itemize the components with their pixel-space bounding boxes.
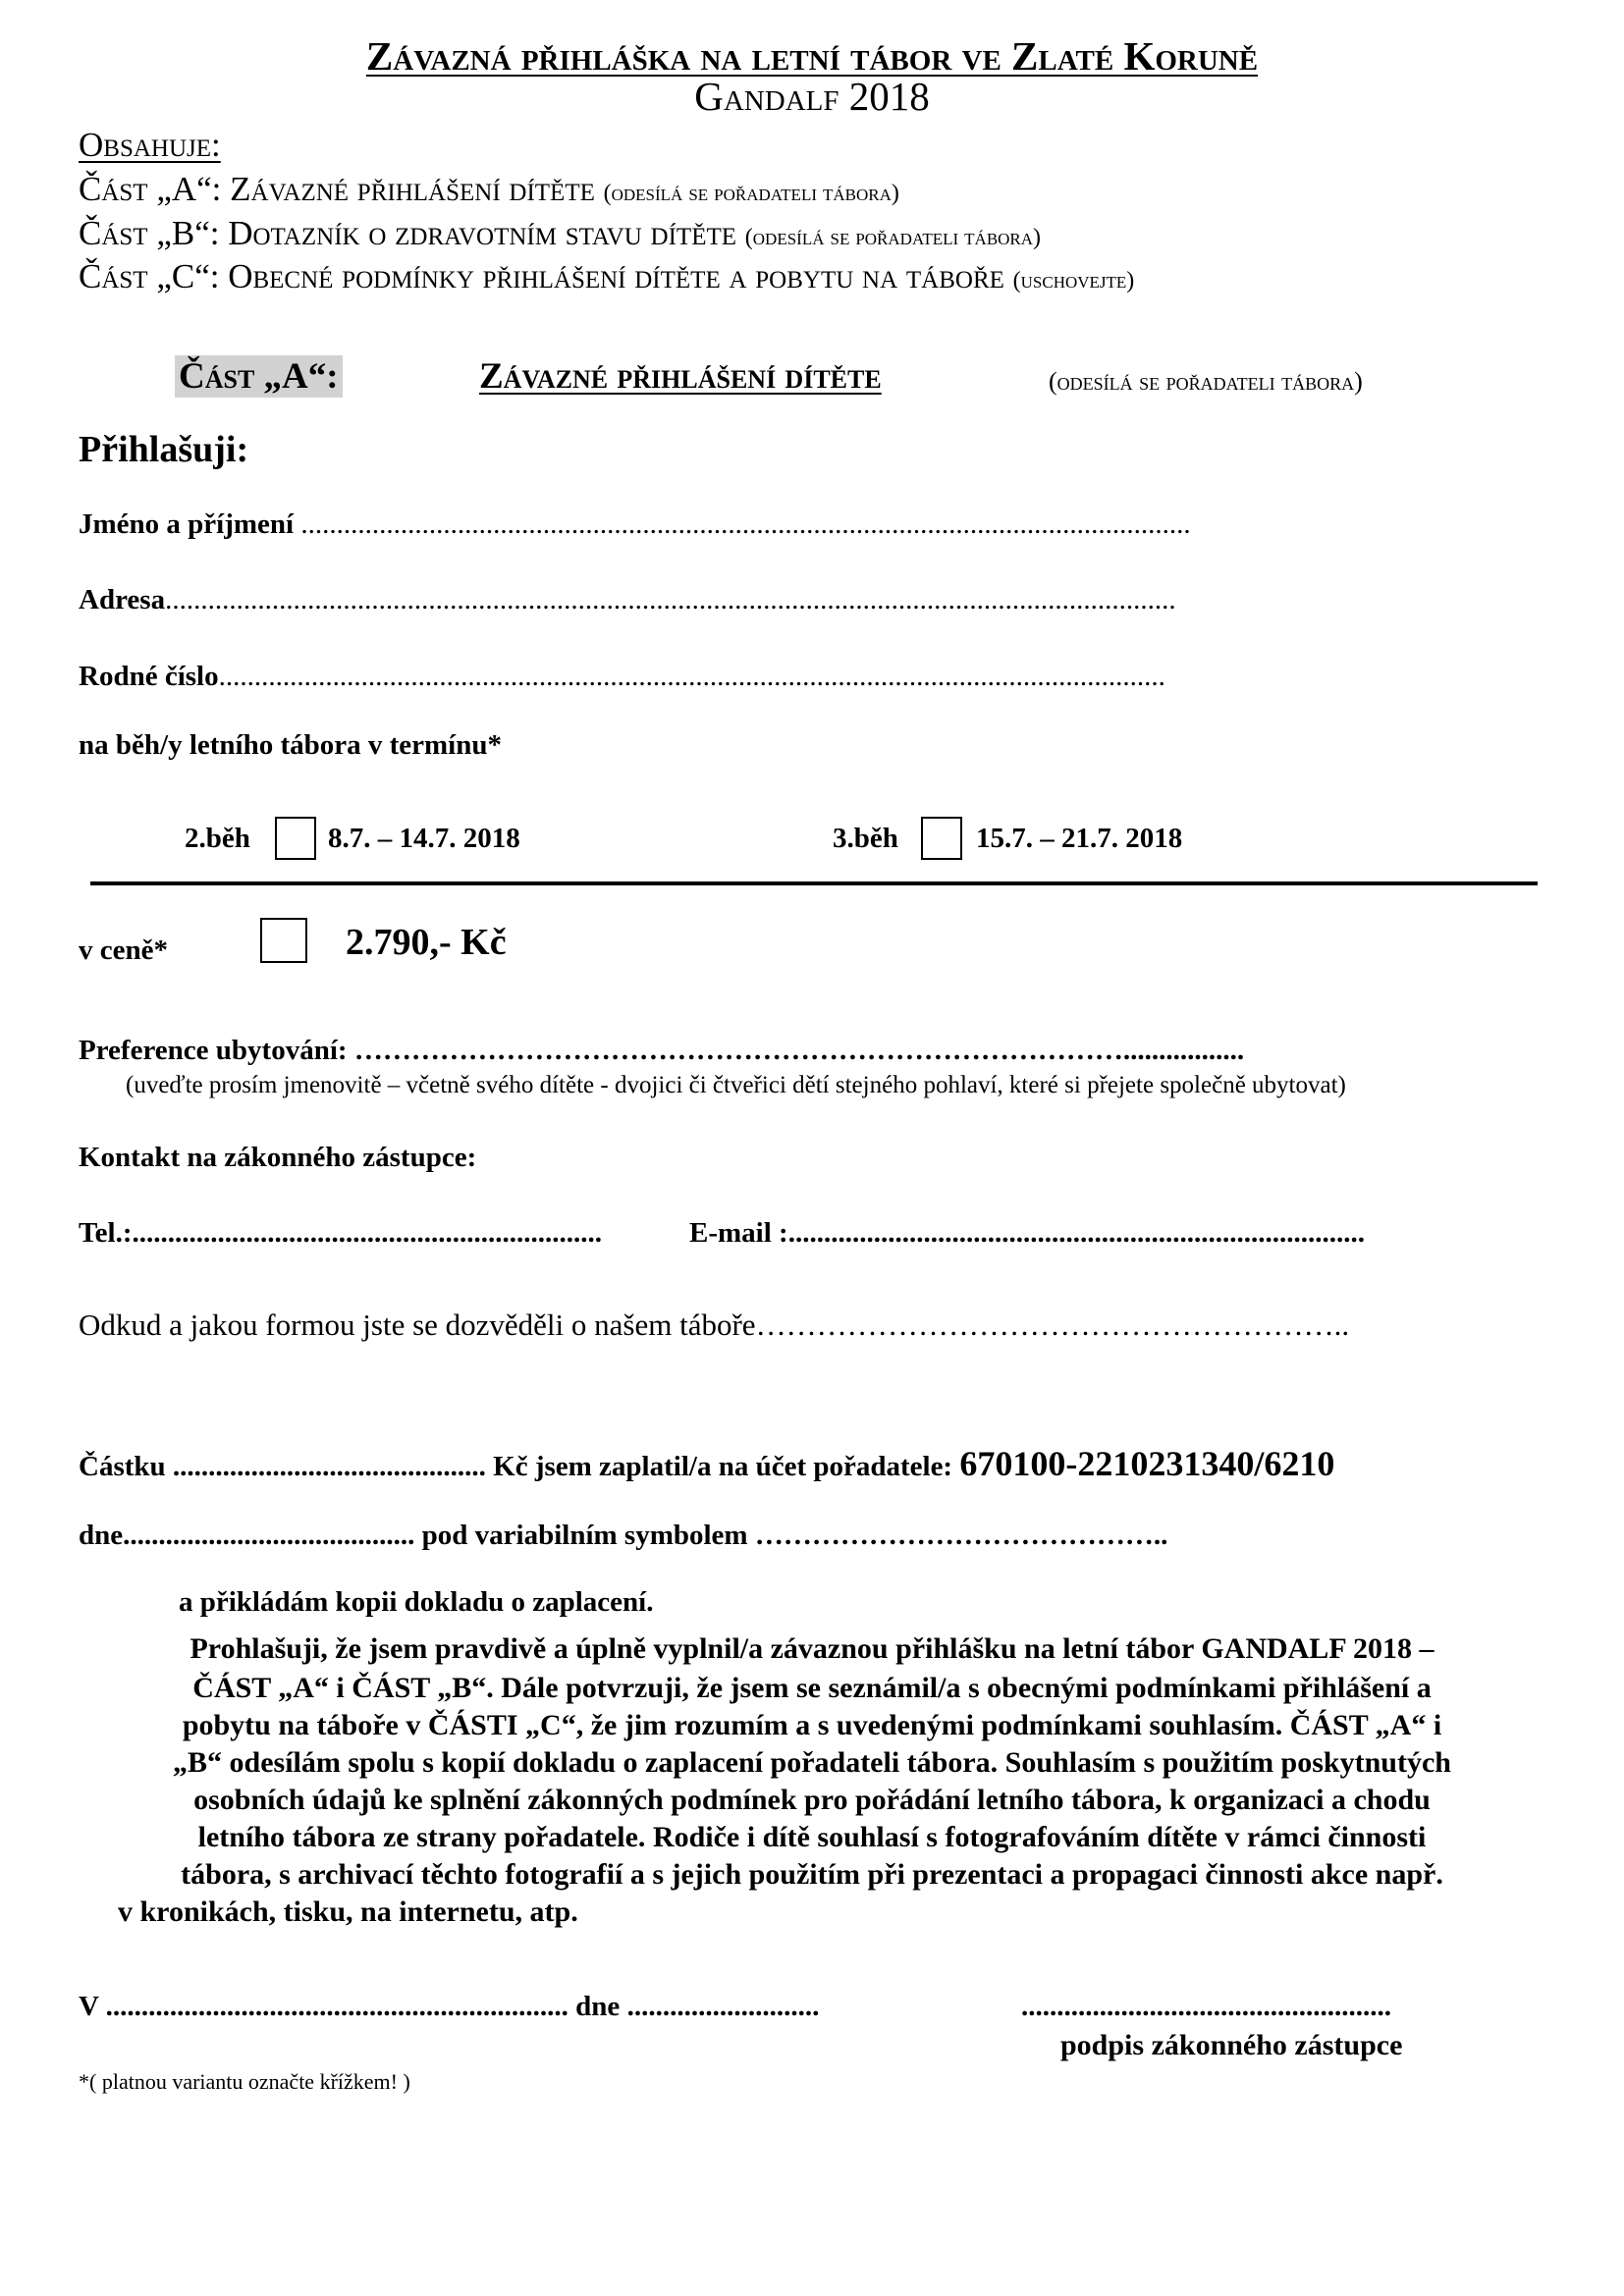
contents-item-c <box>79 257 1134 296</box>
accommodation-field[interactable] <box>79 1035 1244 1067</box>
declaration-line: osobních údajů ke splnění zákonných podmínek pro pořádání letního tábora, k organizaci a chodu <box>193 1784 1431 1816</box>
price-label: v ceně* <box>79 934 168 966</box>
amount-fill-line[interactable]: ............................................ <box>172 1451 486 1482</box>
form-subheading: Přihlašuji: <box>79 429 249 470</box>
part-a-title: Závazné přihlášení dítěte <box>479 356 882 397</box>
signature-date-fill-line[interactable]: ........................... <box>626 1991 820 2022</box>
part-a-note: (odesílá se pořadateli tábora) <box>1049 367 1363 396</box>
run3-checkbox[interactable] <box>921 817 962 860</box>
run2-label: 2.běh <box>185 823 250 854</box>
birth-number-label: Rodné číslo <box>79 661 219 692</box>
payment-date-field[interactable] <box>79 1520 1167 1552</box>
accommodation-note: (uveďte prosím jmenovitě – včetně svého dítěte - dvojici či čtveřici dětí stejného pohlaví, které si přejete společně ubytovat) <box>126 1072 1346 1098</box>
place-label: V <box>79 1991 106 2022</box>
source-fill-line[interactable]: ………………………………………………….. <box>755 1308 1350 1342</box>
birth-number-field[interactable] <box>79 661 1165 693</box>
declaration-line: v kronikách, tisku, na internetu, atp. <box>118 1896 578 1928</box>
payment-text: Kč jsem zaplatil/a na účet pořadatele: <box>485 1451 960 1482</box>
signature-fill-line[interactable]: .................................................... <box>1021 1991 1391 2022</box>
term-label: na běh/y letního tábora v termínu* <box>79 729 502 761</box>
contents-item-b <box>79 214 1041 253</box>
source-field[interactable] <box>79 1308 1349 1343</box>
name-label: Jméno a příjmení <box>79 508 295 540</box>
name-field[interactable] <box>79 508 1191 541</box>
contents-item-label: Část „A“: Závazné přihlášení dítěte <box>79 170 604 208</box>
source-label: Odkud a jakou formou jste se dozvěděli o našem táboře <box>79 1308 756 1342</box>
signature-date-label: dne <box>568 1991 627 2022</box>
signature-place-date[interactable] <box>79 1991 819 2023</box>
contents-item-note: (odesílá se pořadateli tábora) <box>744 225 1042 250</box>
payment-date-label: dne <box>79 1520 124 1551</box>
name-fill-line[interactable]: ............................................................................................................................. <box>294 508 1191 540</box>
place-fill-line[interactable]: ................................................................. <box>105 1991 568 2022</box>
payment-date-fill-line[interactable]: ......................................... <box>123 1520 415 1551</box>
price-value: 2.790,- Kč <box>346 922 507 963</box>
run3-dates: 15.7. – 21.7. 2018 <box>976 823 1183 854</box>
form-subtitle: Gandalf 2018 <box>694 74 930 119</box>
contents-item-label: Část „C“: Obecné podmínky přihlášení dítěte a pobytu na táboře <box>79 257 1013 295</box>
declaration-line: ČÁST „A“ i ČÁST „B“. Dále potvrzuji, že jsem se seznámil/a s obecnými podmínkami přihlášení a <box>192 1672 1432 1704</box>
signature-label: podpis zákonného zástupce <box>1060 2029 1403 2061</box>
part-a-label: Část „A“: <box>175 355 343 398</box>
run2-dates: 8.7. – 14.7. 2018 <box>328 823 520 854</box>
section-divider <box>90 881 1538 885</box>
phone-field[interactable] <box>79 1217 602 1250</box>
amount-label: Částku <box>79 1451 173 1482</box>
receipt-note: a přikládám kopii dokladu o zaplacení. <box>179 1586 654 1618</box>
address-fill-line[interactable]: .............................................................................................................................................. <box>165 584 1176 615</box>
address-label: Adresa <box>79 584 166 615</box>
contact-heading: Kontakt na zákonného zástupce: <box>79 1142 477 1173</box>
contents-heading: Obsahuje: <box>79 126 221 164</box>
address-field[interactable] <box>79 584 1176 616</box>
birth-number-fill-line[interactable]: ..................................................................................................................................... <box>218 661 1165 692</box>
declaration-line: tábora, s archivací těchto fotografií a s jejich použitím při prezentaci a propagaci činnosti akce např. <box>181 1858 1443 1891</box>
price-checkbox[interactable] <box>260 918 307 963</box>
contents-item-label: Část „B“: Dotazník o zdravotním stavu dítěte <box>79 214 745 252</box>
email-field[interactable] <box>689 1217 1365 1250</box>
accommodation-fill-line[interactable]: ………………………………………………………………………................. <box>353 1035 1245 1066</box>
declaration-line: Prohlašuji, že jsem pravdivě a úplně vyplnil/a závaznou přihlášku na letní tábor GANDALF 2018 – <box>189 1632 1435 1665</box>
form-title: Závazná přihláška na letní tábor ve Zlaté Koruně <box>365 33 1259 79</box>
account-number: 670100-2210231340/6210 <box>959 1444 1335 1483</box>
accommodation-label: Preference ubytování: <box>79 1035 354 1066</box>
contents-item-a <box>79 170 899 209</box>
run3-label: 3.běh <box>833 823 898 854</box>
variable-symbol-fill-line[interactable]: …………………………………….. <box>754 1520 1168 1551</box>
declaration-line: pobytu na táboře v ČÁSTI „C“, že jim rozumím a s uvedenými podmínkami souhlasím. ČÁST „A“ i <box>182 1709 1442 1741</box>
phone-label: Tel.: <box>79 1217 133 1249</box>
email-fill-line[interactable]: ................................................................................. <box>787 1217 1365 1249</box>
contents-item-note: (uschovejte) <box>1012 268 1135 294</box>
phone-fill-line[interactable]: .................................................................. <box>132 1217 603 1249</box>
run2-checkbox[interactable] <box>275 817 316 860</box>
payment-field[interactable] <box>79 1443 1334 1484</box>
variable-symbol-label: pod variabilním symbolem <box>414 1520 755 1551</box>
footnote: *( platnou variantu označte křížkem! ) <box>79 2069 410 2094</box>
declaration-line: „B“ odesílám spolu s kopií dokladu o zaplacení pořadateli tábora. Souhlasím s použitím poskytnutých <box>173 1746 1451 1779</box>
contents-item-note: (odesílá se pořadateli tábora) <box>603 181 899 206</box>
email-label: E-mail : <box>689 1217 788 1249</box>
declaration-line: letního tábora ze strany pořadatele. Rodiče i dítě souhlasí s fotografováním dítěte v rámci činnosti <box>197 1821 1427 1853</box>
